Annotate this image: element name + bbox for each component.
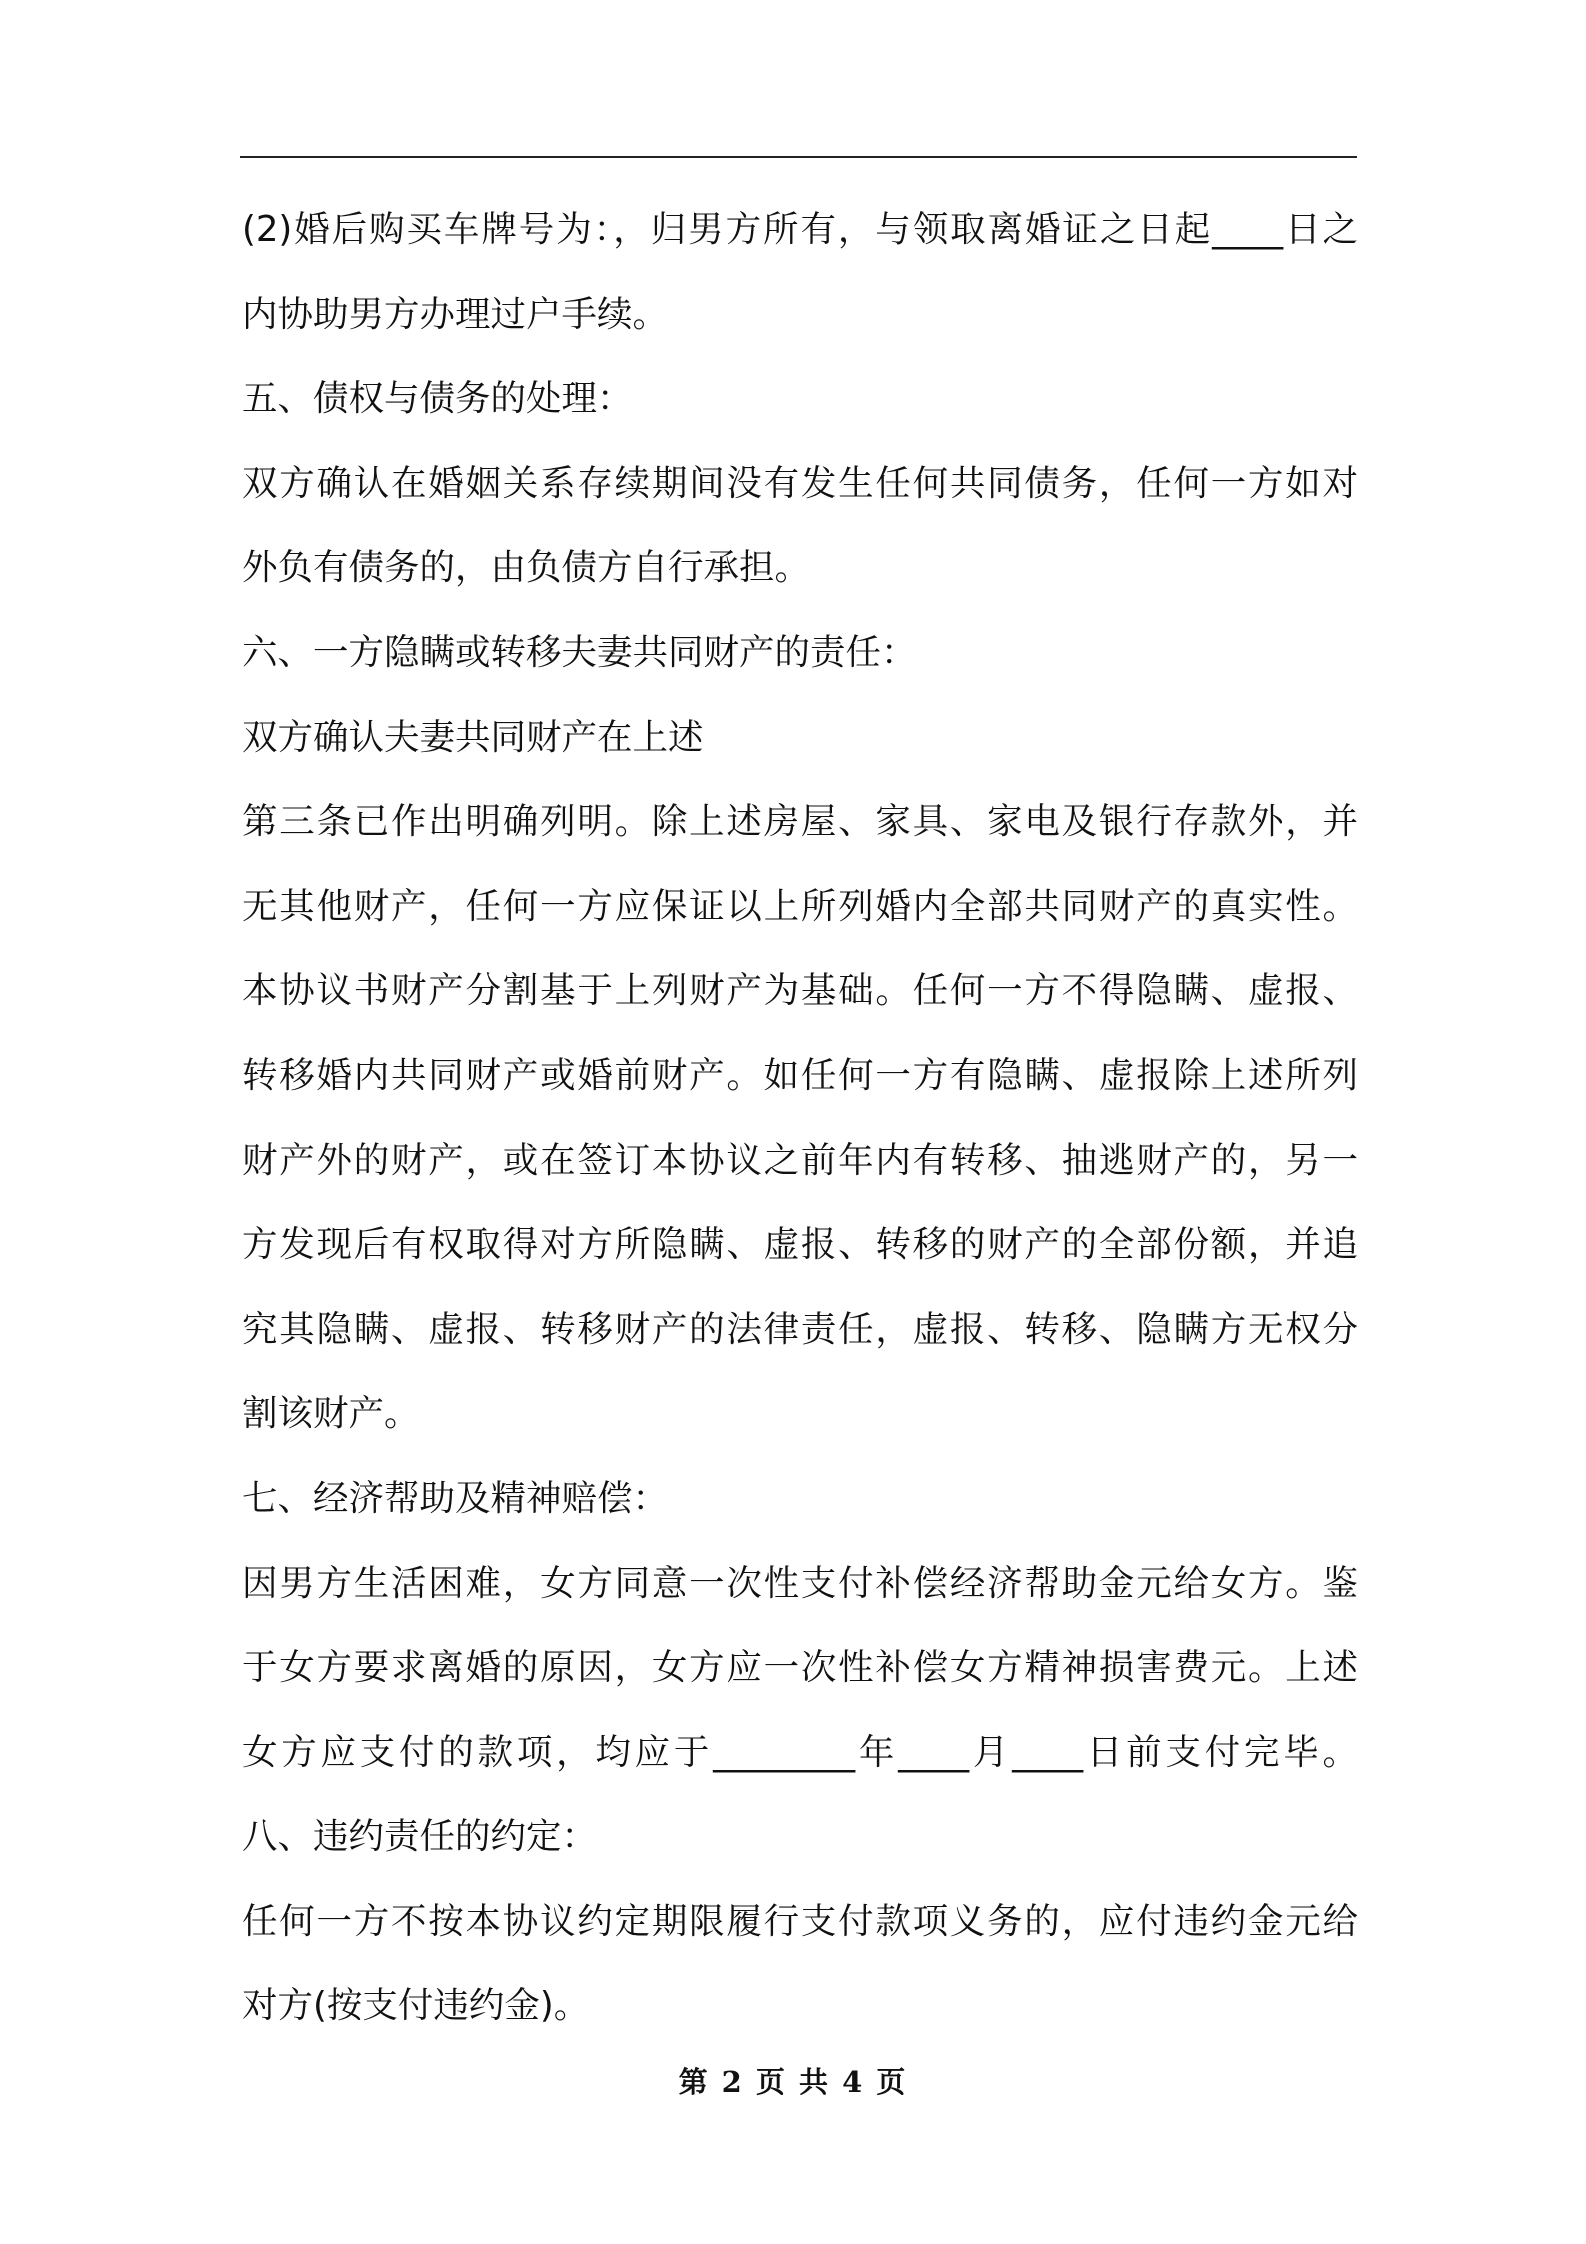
paragraph-line-12: 财产外的财产，或在签订本协议之前年内有转移、抽逃财产的，另一 [242,1139,1358,1181]
paragraph-line-22: 对方(按支付违约金)。 [242,1985,590,2027]
section-heading-7: 七、经济帮助及精神赔偿： [242,1477,669,1519]
paragraph-line-1: (2)婚后购买车牌号为：，归男方所有，与领取离婚证之日起____日之 [242,209,1358,250]
page-number: 第 2 页 共 4 页 [678,2065,908,2099]
section-heading-6: 六、一方隐瞒或转移夫妻共同财产的责任： [242,631,917,673]
header-divider [240,156,1357,158]
paragraph-line-19: 女方应支付的款项，均应于________年____月____日前支付完毕。 [242,1731,1358,1773]
paragraph-line-7: 双方确认夫妻共同财产在上述 [242,716,704,758]
section-heading-5: 五、债权与债务的处理： [242,378,633,420]
paragraph-line-11: 转移婚内共同财产或婚前财产。如任何一方有隐瞒、虚报除上述所列 [242,1054,1358,1096]
paragraph-line-14: 究其隐瞒、虚报、转移财产的法律责任，虚报、转移、隐瞒方无权分 [242,1308,1358,1350]
paragraph-line-2: 内协助男方办理过户手续。 [242,293,669,335]
paragraph-line-15: 割该财产。 [242,1393,420,1435]
paragraph-line-5: 外负有债务的，由负债方自行承担。 [242,547,811,589]
paragraph-line-9: 无其他财产，任何一方应保证以上所列婚内全部共同财产的真实性。 [242,885,1358,927]
document-body [242,188,1358,2049]
paragraph-line-8: 第三条已作出明确列明。除上述房屋、家具、家电及银行存款外，并 [242,801,1358,843]
paragraph-line-18: 于女方要求离婚的原因，女方应一次性补偿女方精神损害费元。上述 [242,1647,1358,1689]
section-heading-8: 八、违约责任的约定： [242,1816,598,1858]
paragraph-line-21: 任何一方不按本协议约定期限履行支付款项义务的，应付违约金元给 [242,1900,1358,1942]
paragraph-line-4: 双方确认在婚姻关系存续期间没有发生任何共同债务，任何一方如对 [242,462,1358,504]
paragraph-line-13: 方发现后有权取得对方所隐瞒、虚报、转移的财产的全部份额，并追 [242,1224,1358,1266]
paragraph-line-17: 因男方生活困难，女方同意一次性支付补偿经济帮助金元给女方。鉴 [242,1562,1358,1604]
paragraph-line-10: 本协议书财产分割基于上列财产为基础。任何一方不得隐瞒、虚报、 [242,970,1358,1012]
